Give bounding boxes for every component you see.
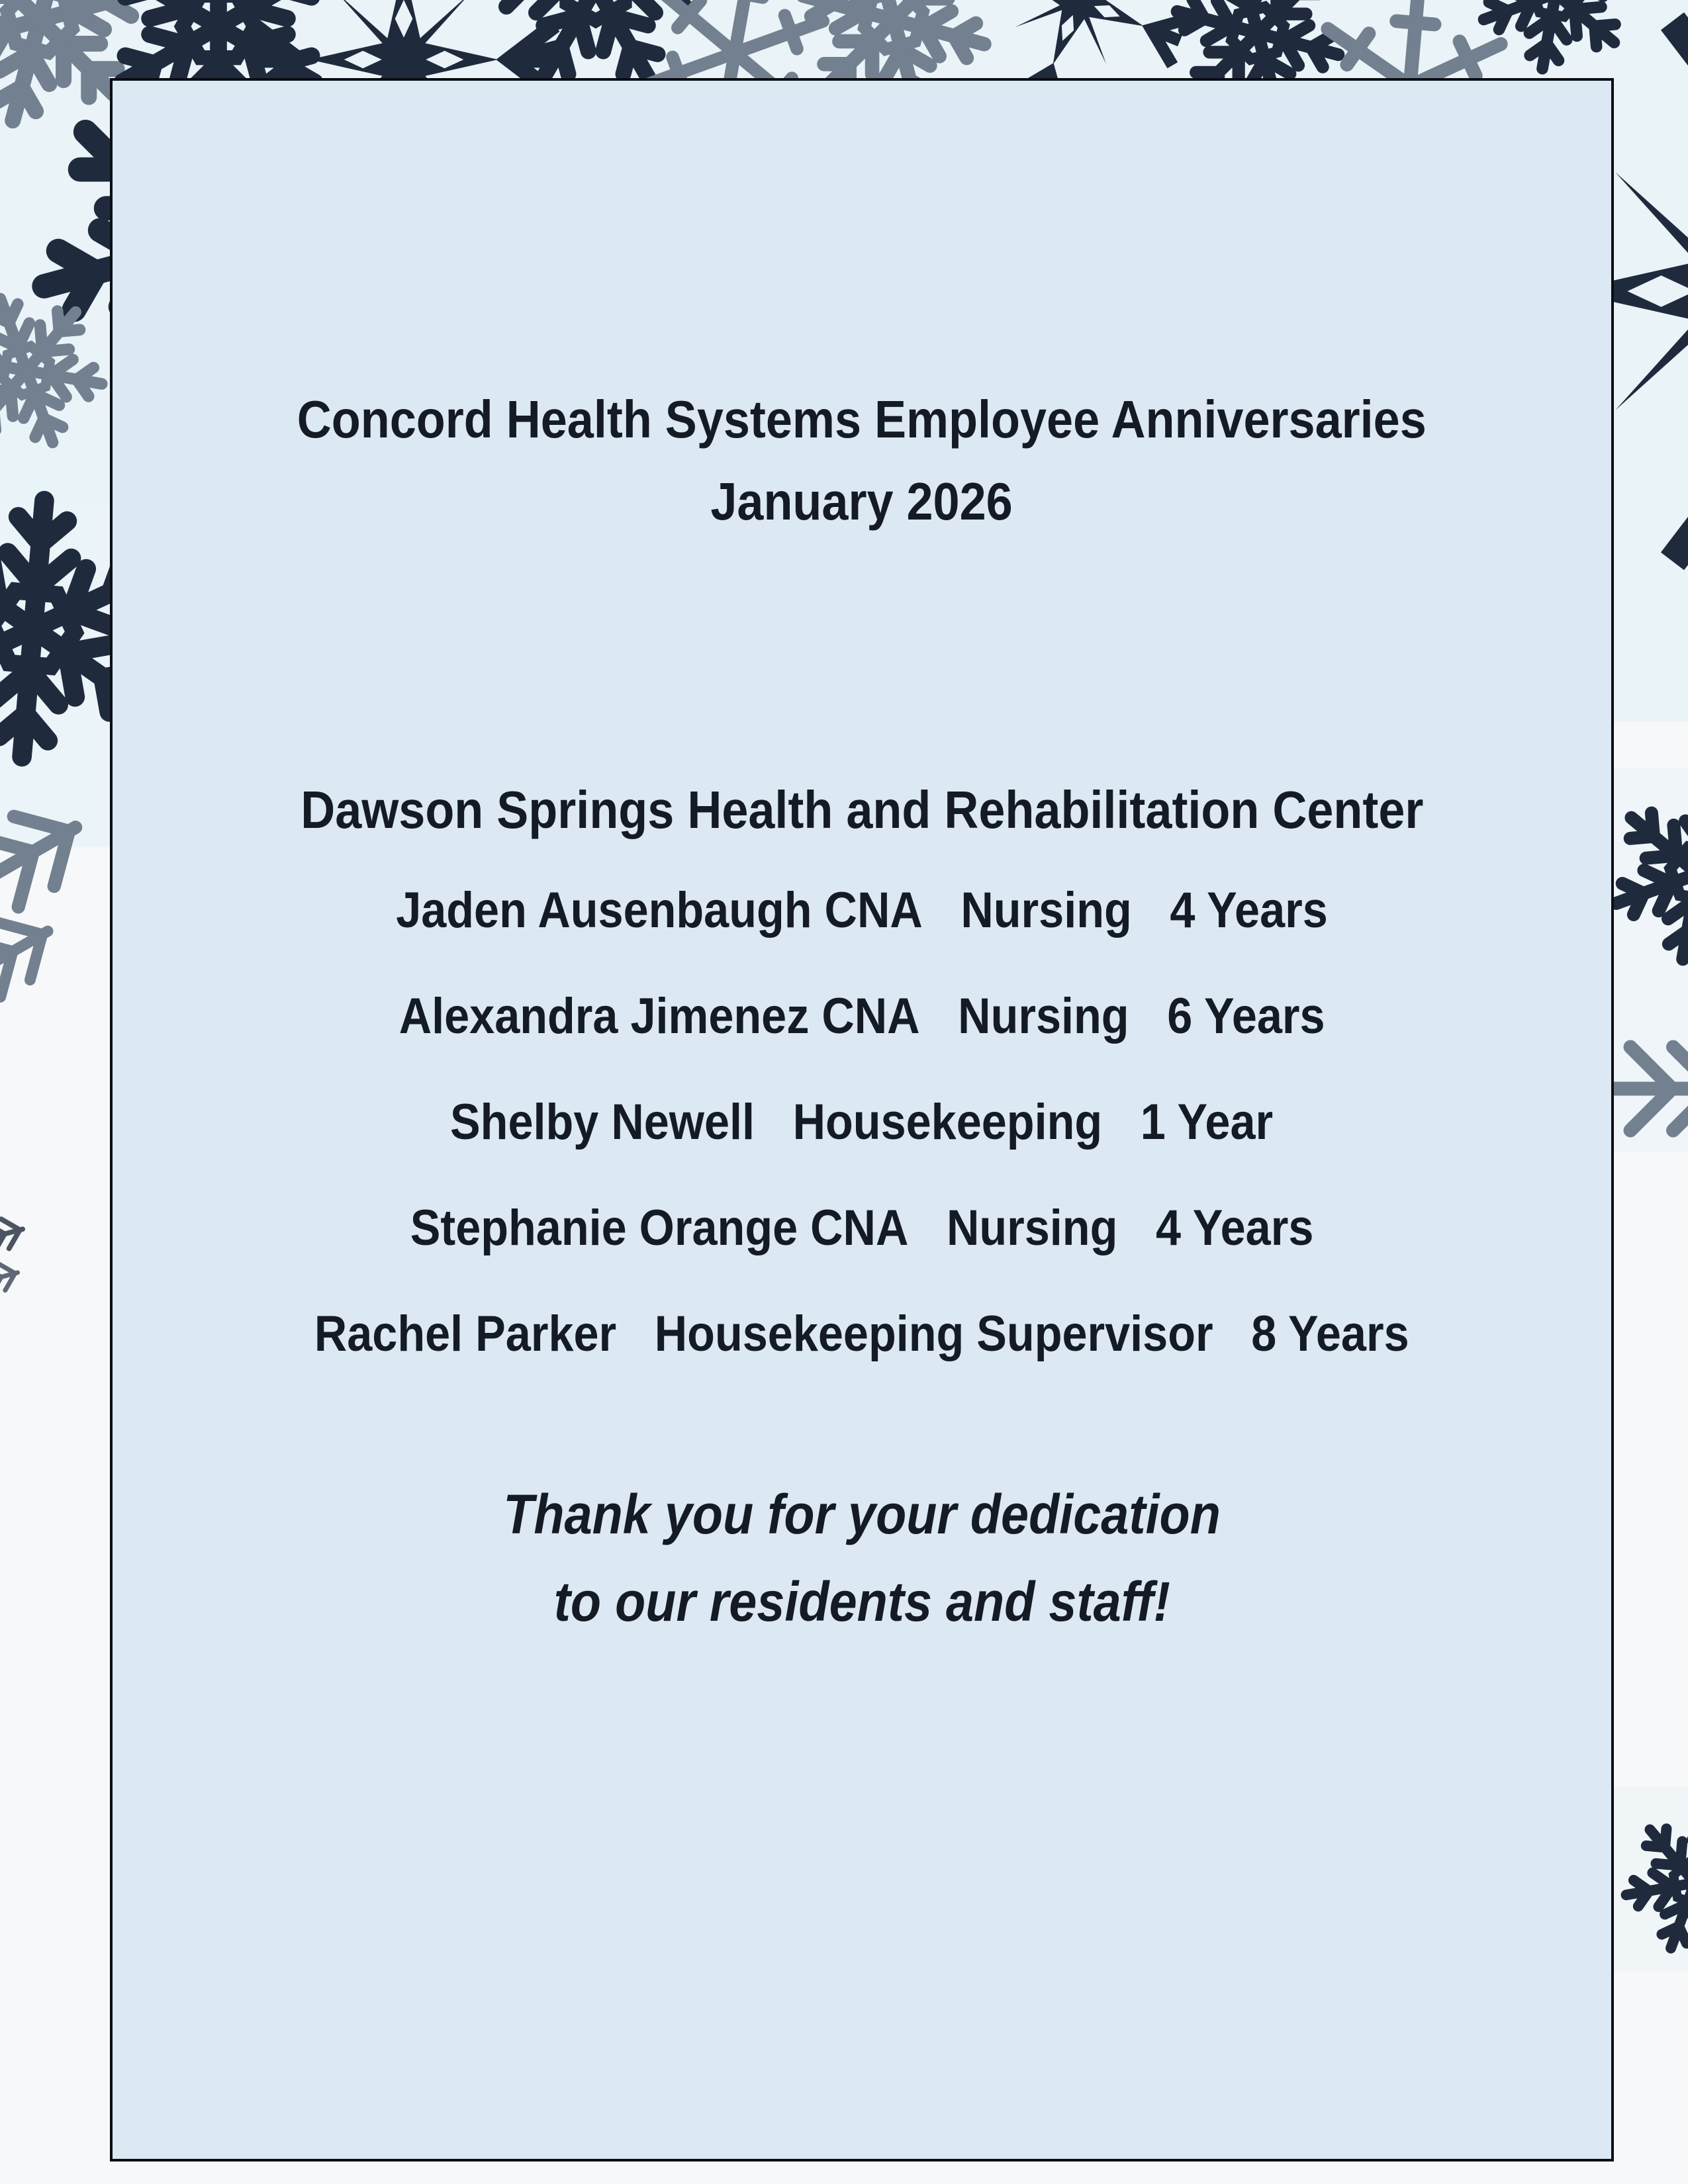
anniversary-row (113, 964, 1611, 1069)
thanks-line-1: Thank you for your dedication (503, 1483, 1221, 1545)
flyer-title (113, 379, 1611, 543)
employee-tenure: 1 Year (1141, 1094, 1274, 1150)
facility-name: Dawson Springs Health and Rehabilitation Center (300, 780, 1424, 839)
anniversary-row (113, 858, 1611, 964)
anniversary-roster (113, 858, 1611, 1387)
snowflake-icon (0, 1214, 26, 1255)
thanks-line-2: to our residents and staff! (553, 1570, 1170, 1633)
employee-tenure: 6 Years (1167, 988, 1325, 1044)
employee-tenure: 8 Years (1251, 1306, 1409, 1362)
employee-name: Shelby Newell (450, 1094, 755, 1150)
anniversary-row (113, 1175, 1611, 1281)
employee-name: Stephanie Orange CNA (410, 1200, 909, 1256)
employee-department: Nursing (961, 882, 1132, 938)
snowflake-icon (0, 902, 64, 1009)
employee-name: Rachel Parker (314, 1306, 617, 1362)
employee-tenure: 4 Years (1155, 1200, 1314, 1256)
facility-heading (113, 769, 1611, 851)
title-line-1: Concord Health Systems Employee Anniversaries (297, 390, 1427, 449)
snowflake-icon (0, 1259, 21, 1297)
anniversary-row (113, 1069, 1611, 1175)
employee-name: Alexandra Jimenez CNA (399, 988, 920, 1044)
employee-tenure: 4 Years (1170, 882, 1328, 938)
flyer-panel (110, 78, 1614, 2161)
employee-name: Jaden Ausenbaugh CNA (396, 882, 923, 938)
employee-department: Nursing (958, 988, 1129, 1044)
title-line-2: January 2026 (710, 472, 1013, 531)
employee-department: Housekeeping Supervisor (655, 1306, 1213, 1362)
anniversary-row (113, 1281, 1611, 1387)
employee-department: Nursing (946, 1200, 1118, 1256)
employee-department: Housekeeping (793, 1094, 1103, 1150)
thank-you-message (113, 1471, 1611, 1645)
